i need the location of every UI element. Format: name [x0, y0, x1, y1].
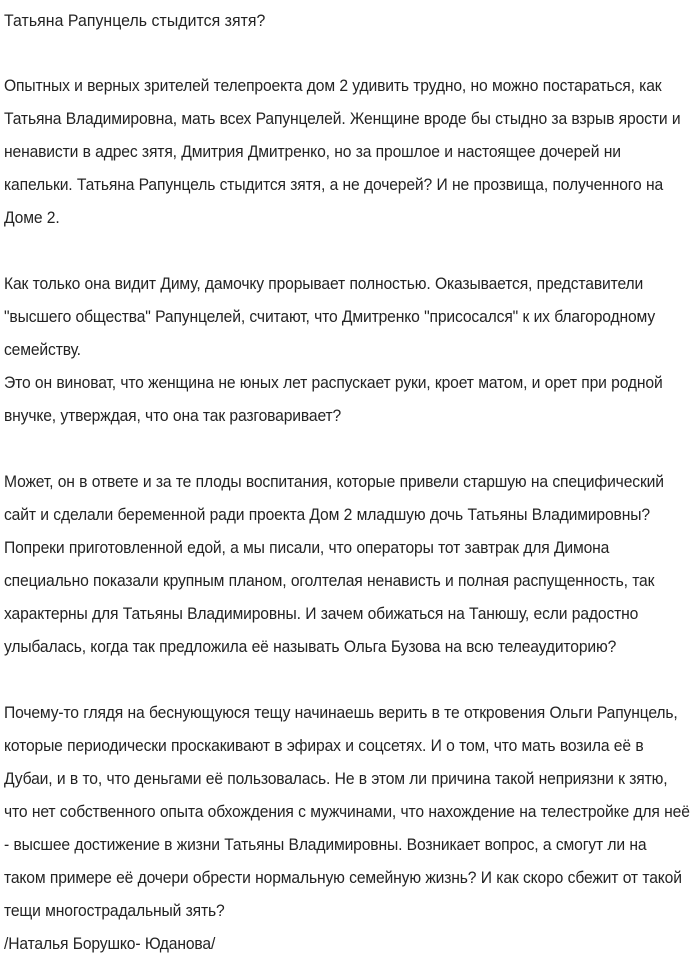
paragraph-2a: Как только она видит Диму, дамочку прорывает полностью. Оказывается, представители "высшего общества" Рапунцелей, считают, что Дмитренко "присосался" к их благородному семейству.: [4, 275, 656, 359]
paragraph-3b: Попреки приготовленной едой, а мы писали, что операторы тот завтрак для Димона специально показали крупным планом, оголтелая ненависть и полная распущенность, так характерны для Татьяны Владимировны. И зачем обижаться на Танюшу, если радостно улыбалась, когда так предложила её называть Ольга Бузова на всю телеаудиторию?: [4, 539, 655, 656]
article-content: [4, 4, 692, 961]
paragraph-spacer: [4, 37, 692, 70]
paragraph-1: Опытных и верных зрителей телепроекта дом 2 удивить трудно, но можно постараться, как Татьяна Владимировна, мать всех Рапунцелей. Женщине вроде бы стыдно за взрыв ярости и ненависти в адрес зятя, Дмитрия Дмитренко, но за прошлое и настоящее дочерей ни капельки. Татьяна Рапунцель стыдится зятя, а не дочерей? И не прозвища, полученного на Доме 2.: [4, 77, 681, 227]
article-signature: /Наталья Борушко- Юданова/: [4, 935, 216, 953]
article-title: Татьяна Рапунцель стыдится зятя?: [4, 11, 266, 30]
paragraph-spacer: [4, 235, 692, 268]
paragraph-2b: Это он виноват, что женщина не юных лет распускает руки, кроет матом, и орет при родной внучке, утверждая, что она так разговаривает?: [4, 374, 663, 425]
paragraph-3a: Может, он в ответе и за те плоды воспитания, которые привели старшую на специфический сайт и сделали беременной ради проекта Дом 2 младшую дочь Татьяны Владимировны?: [4, 473, 664, 524]
paragraph-spacer: [4, 433, 692, 466]
paragraph-spacer: [4, 664, 692, 697]
paragraph-4: Почему-то глядя на беснующуюся тещу начинаешь верить в те откровения Ольги Рапунцель, которые периодически проскакивают в эфирах и соцсетях. И о том, что мать возила её в Дубаи, и в то, что деньгами её пользовалась. Не в этом ли причина такой неприязни к зятю, что нет собственного опыта обхождения с мужчинами, что нахождение на телестройке для неё - высшее достижение в жизни Татьяны Владимировны. Возникает вопрос, а смогут ли на таком примере её дочери обрести нормальную семейную жизнь? И как скоро сбежит от такой тещи многострадальный зять?: [4, 704, 690, 920]
